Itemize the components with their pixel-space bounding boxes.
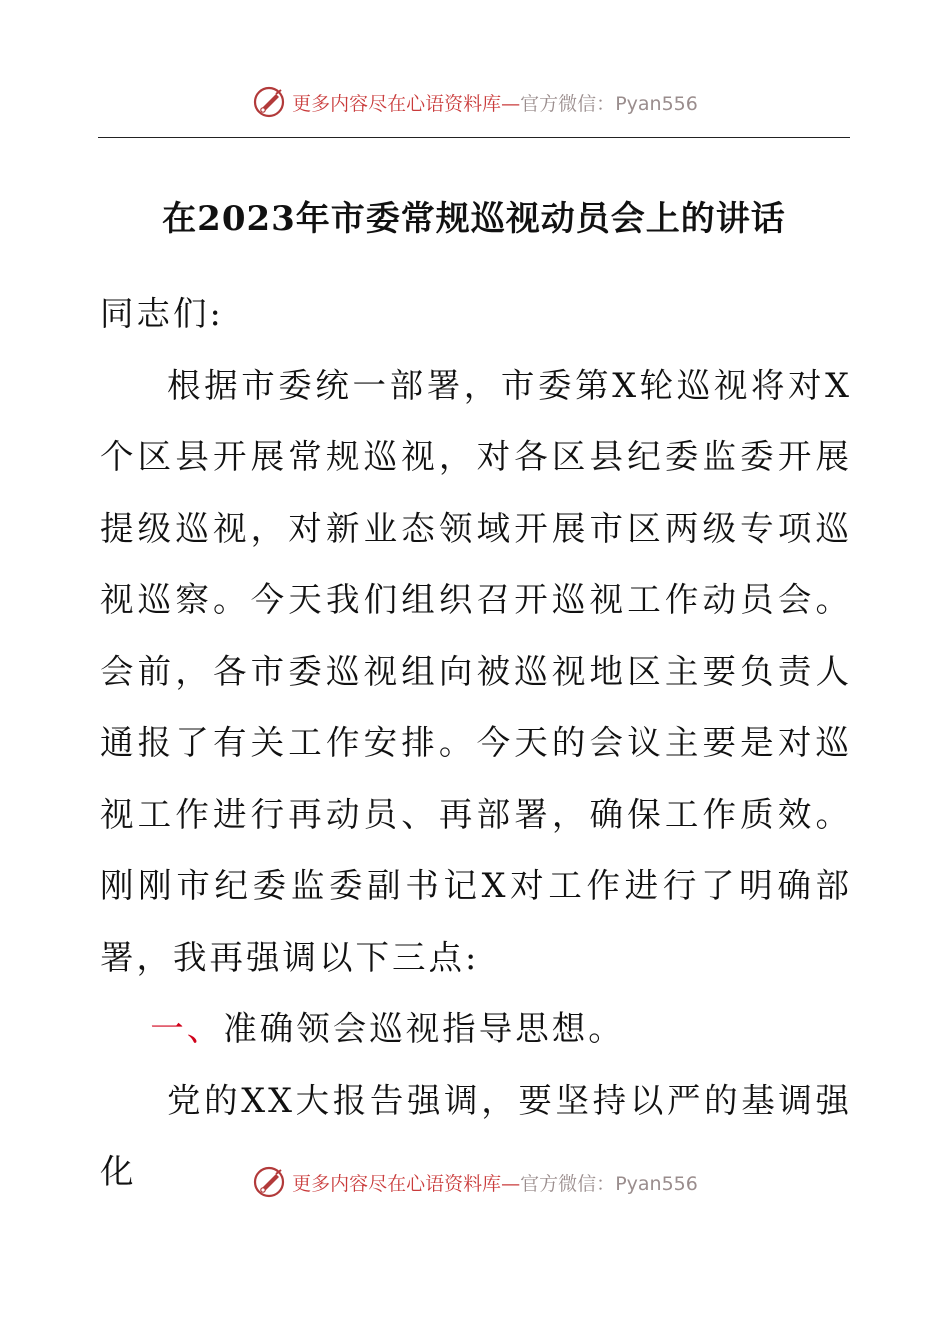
section-heading-text: 准确领会巡视指导思想。 xyxy=(223,1009,625,1048)
paragraph-2: 党的XX大报告强调，要坚持以严的基调强化 xyxy=(100,1080,852,1191)
header-divider xyxy=(98,137,850,138)
banner-wechat-label: 官方微信： xyxy=(520,1172,616,1195)
banner-wechat-id: Pyan556 xyxy=(615,92,698,115)
banner-prefix: 更多内容尽在心语资料库— xyxy=(292,1172,521,1195)
section-heading-number: 一、 xyxy=(150,1009,224,1048)
document-body xyxy=(100,278,852,1208)
section-heading-1 xyxy=(100,993,852,1065)
banner-prefix: 更多内容尽在心语资料库— xyxy=(292,92,521,115)
header-banner xyxy=(0,82,950,122)
banner-wechat-label: 官方微信： xyxy=(520,92,616,115)
document-title: 在2023年市委常规巡视动员会上的讲话 xyxy=(162,199,786,239)
footer-banner xyxy=(0,1162,950,1202)
banner-wechat-id: Pyan556 xyxy=(615,1172,698,1195)
banner-text xyxy=(292,89,698,116)
paragraph-1: 根据市委统一部署，市委第X轮巡视将对X个区县开展常规巡视，对各区县纪委监委开展提级巡视，对新业态领域开展市区两级专项巡视巡察。今天我们组织召开巡视工作动员会。会前，各市委巡视组向被巡视地区主要负责人通报了有关工作安排。今天的会议主要是对巡视工作进行再动员、再部署，确保工作质效。刚刚市纪委监委副书记X对工作进行了明确部署，我再强调以下三点: xyxy=(100,365,852,977)
banner-text xyxy=(292,1169,698,1196)
salutation: 同志们: xyxy=(100,294,224,333)
pen-circle-logo-icon xyxy=(252,1165,286,1199)
pen-circle-logo-icon xyxy=(252,85,286,119)
